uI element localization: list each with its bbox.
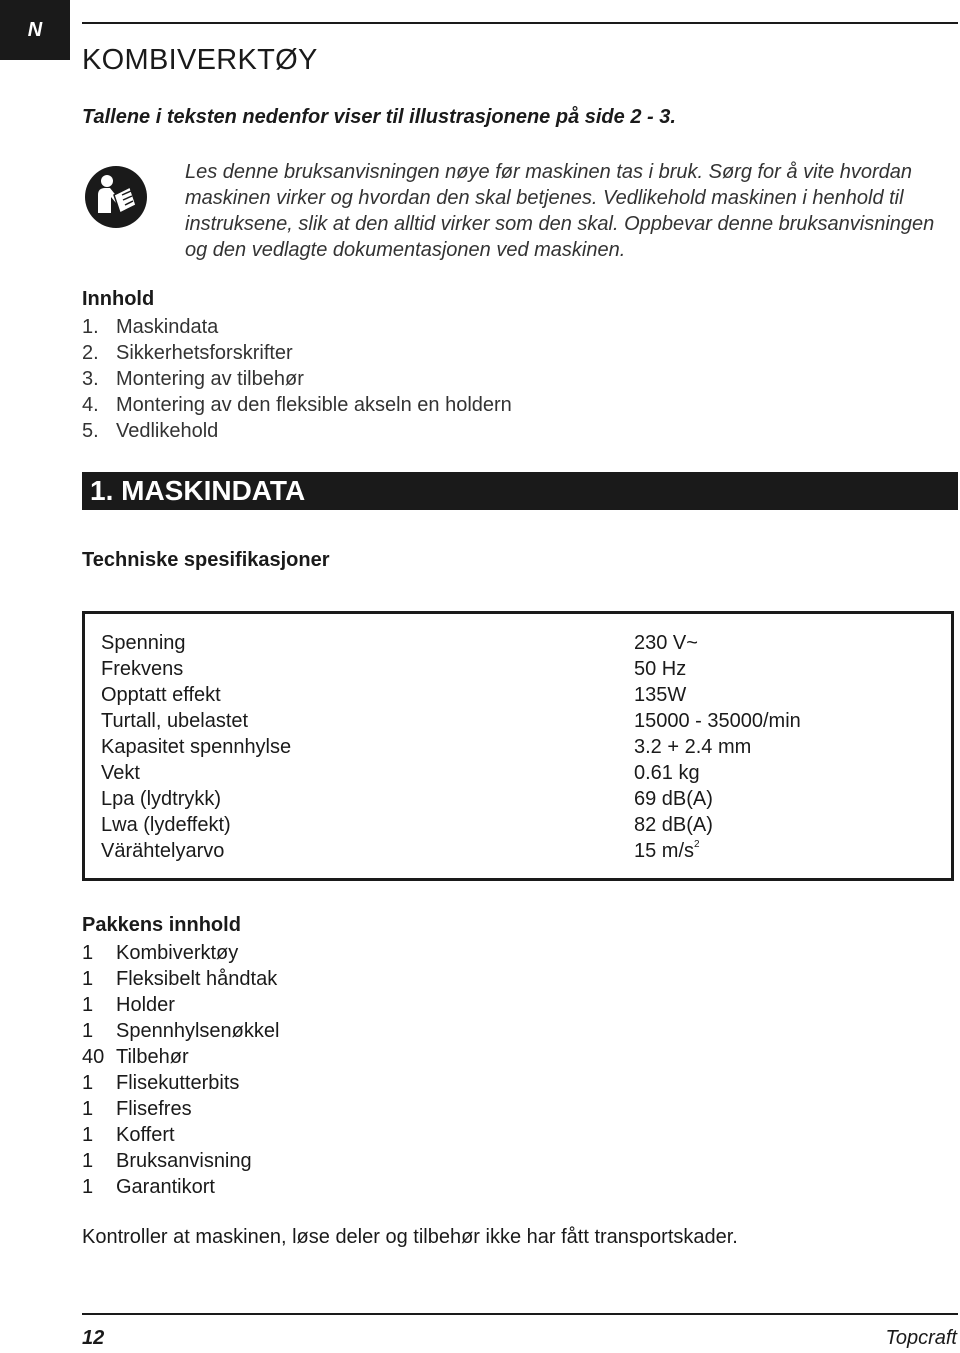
package-item: 1 Spennhylsenøkkel <box>82 1020 280 1042</box>
package-item: 1 Holder <box>82 994 175 1016</box>
contents-item: 3. Montering av tilbehør <box>82 368 304 390</box>
package-item: 1 Kombiverktøy <box>82 942 239 964</box>
brand-name: Topcraft <box>885 1327 957 1349</box>
package-item: 1 Bruksanvisning <box>82 1150 252 1172</box>
specs-table <box>82 611 954 881</box>
transport-note: Kontroller at maskinen, løse deler og tilbehør ikke har fått transportskader. <box>82 1226 738 1248</box>
spec-row: Värähtelyarvo 15 $m/s^2$ <box>101 839 700 862</box>
spec-row: Opptatt effekt 135W <box>101 684 687 706</box>
page-title: KOMBIVERKTØY <box>82 44 318 76</box>
spec-row: Turtall, ubelastet 15000 - 35000/min <box>101 710 801 732</box>
package-item: 1 Fleksibelt håndtak <box>82 968 278 990</box>
read-manual-icon <box>84 165 148 229</box>
contents-item: 5. Vedlikehold <box>82 420 219 442</box>
intro-text: Les denne bruksanvisningen nøye før maskinen tas i bruk. Sørg for å vite hvordan maskinen virker og hvordan den skal betjenes. Vedlikehold maskinen i henhold til instruksene, slik at den alltid virker som den skal. Oppbevar denne bruksanvisningen og den vedlagte dokumentasjonen ved maskinen. <box>185 161 935 261</box>
contents-item: 2. Sikkerhetsforskrifter <box>82 342 293 364</box>
spec-row: Lwa (lydeffekt) 82 dB(A) <box>101 814 713 836</box>
exponent: 2 <box>694 839 700 850</box>
top-divider <box>82 22 958 24</box>
contents-list <box>82 314 512 444</box>
spec-row: Lpa (lydtrykk) 69 dB(A) <box>101 788 713 810</box>
page-subtitle: Tallene i teksten nedenfor viser til illustrasjonene på side 2 - 3. <box>82 106 676 128</box>
package-list <box>82 940 279 1200</box>
contents-item: 1. Maskindata <box>82 316 219 338</box>
package-heading: Pakkens innhold <box>82 914 241 936</box>
page-number: 12 <box>82 1327 105 1349</box>
contents-item: 4. Montering av den fleksible akseln en holdern <box>82 394 512 416</box>
bottom-divider <box>82 1313 958 1315</box>
section-heading: 1. MASKINDATA <box>82 472 958 510</box>
contents-heading: Innhold <box>82 288 155 310</box>
package-item: 1 Flisekutterbits <box>82 1072 240 1094</box>
package-item: 1 Koffert <box>82 1124 175 1146</box>
specs-heading: Techniske spesifikasjoner <box>82 549 330 571</box>
package-item: 1 Garantikort <box>82 1176 215 1198</box>
spec-row: Kapasitet spennhylse 3.2 + 2.4 mm <box>101 736 752 758</box>
spec-row: Spenning 230 V~ <box>101 632 698 654</box>
language-tab: N <box>0 0 70 60</box>
package-item: 1 Flisefres <box>82 1098 192 1120</box>
package-item: 40 Tilbehør <box>82 1046 189 1068</box>
spec-row: Vekt 0.61 kg <box>101 762 700 784</box>
spec-row: Frekvens 50 Hz <box>101 658 687 680</box>
